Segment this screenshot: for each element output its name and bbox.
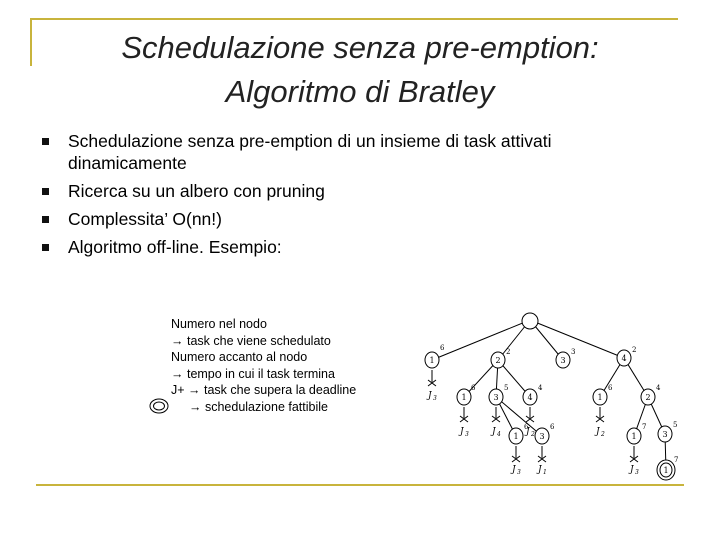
svg-text:1: 1 [513,432,519,441]
svg-text:3: 3 [493,393,499,402]
bullet-text: Complessita’ O(nn!) [68,209,222,229]
legend-line: → tempo in cui il task termina [171,366,335,381]
svg-text:4: 4 [497,431,501,438]
legend-line: Numero nel nodo [171,317,267,331]
square-bullet-icon [42,244,49,251]
frame-top-border [30,18,678,20]
slide-title [40,26,680,114]
svg-text:6: 6 [608,384,613,392]
legend-line: → task che viene schedulato [171,333,331,348]
svg-text:3: 3 [539,432,545,441]
svg-text:J: J [526,427,530,437]
svg-text:J: J [460,427,464,437]
bullet-item [42,208,662,230]
legend-line: Numero accanto al nodo [171,350,308,364]
svg-text:1: 1 [597,393,603,402]
legend-line: J+ → task che supera la deadline [171,383,357,397]
square-bullet-icon [42,138,49,145]
svg-text:J: J [428,391,432,401]
svg-text:J: J [538,465,542,475]
square-bullet-icon [42,216,49,223]
svg-text:1: 1 [631,432,637,441]
svg-text:1: 1 [663,466,669,475]
svg-text:5: 5 [673,421,678,429]
bullet-text: Ricerca su un albero con pruning [68,181,325,201]
svg-text:4: 4 [656,384,661,392]
svg-text:4: 4 [538,384,543,392]
svg-text:1: 1 [461,393,467,402]
frame-left-border [30,18,32,66]
double-circle-icon [148,397,170,415]
title-line-2: Algoritmo di Bratley [225,74,495,109]
svg-text:2: 2 [495,356,501,365]
svg-text:3: 3 [465,431,469,438]
svg-text:3: 3 [635,469,639,476]
bullet-item [42,236,662,258]
svg-text:2: 2 [601,431,605,438]
svg-text:6: 6 [550,423,555,431]
svg-text:3: 3 [517,469,521,476]
svg-text:J: J [630,465,634,475]
search-tree-diagram [418,310,690,490]
svg-text:6: 6 [524,423,529,431]
svg-text:3: 3 [433,395,437,402]
svg-text:4: 4 [527,393,533,402]
svg-text:2: 2 [506,348,511,356]
bullet-item [42,130,662,174]
bullet-text: Schedulazione senza pre-emption di un insieme di task attivati dinamicamente [68,131,552,173]
svg-text:J: J [596,427,600,437]
svg-text:6: 6 [440,344,445,352]
svg-text:5: 5 [504,384,509,392]
svg-text:1: 1 [543,469,547,476]
svg-text:2: 2 [632,346,637,354]
svg-text:7: 7 [642,423,647,431]
svg-text:7: 7 [674,456,679,464]
tree-legend [171,316,356,415]
svg-text:6: 6 [471,384,476,392]
svg-text:2: 2 [645,393,651,402]
svg-text:3: 3 [560,356,566,365]
svg-text:3: 3 [571,348,576,356]
svg-text:1: 1 [429,356,435,365]
bullet-list [42,130,662,264]
svg-text:2: 2 [531,431,535,438]
svg-text:J: J [492,427,496,437]
svg-text:J: J [512,465,516,475]
title-line-1: Schedulazione senza pre-emption: [121,30,599,65]
bullet-text: Algoritmo off-line. Esempio: [68,237,282,257]
bullet-item [42,180,662,202]
svg-text:3: 3 [662,430,668,439]
square-bullet-icon [42,188,49,195]
svg-text:4: 4 [621,354,627,363]
legend-line: → schedulazione fattibile [189,399,328,414]
